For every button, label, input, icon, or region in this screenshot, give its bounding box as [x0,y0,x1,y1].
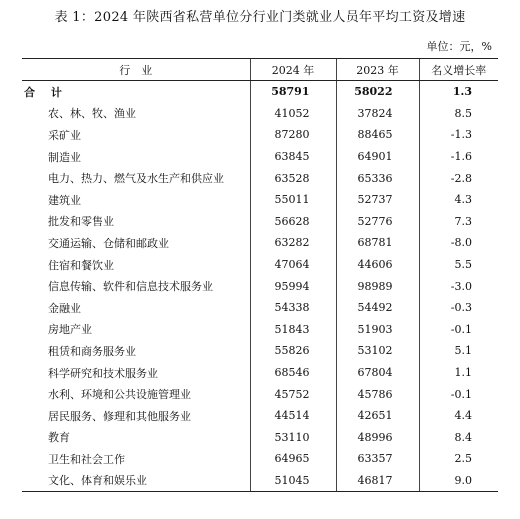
table-row [22,275,498,297]
growth-rate-cell: 1.1 [419,362,498,384]
wage-2024-cell: 53110 [250,427,336,449]
wage-2023-cell: 53102 [336,340,419,362]
total-row [22,81,498,103]
wage-2024-cell: 63845 [250,146,336,168]
wage-2023-cell: 42651 [336,405,419,427]
wage-2023-cell: 52737 [336,189,419,211]
growth-rate-cell: -3.0 [419,275,498,297]
growth-rate-cell: 9.0 [419,470,498,492]
industry-cell: 信息传输、软件和信息技术服务业 [48,280,213,294]
table-body [22,81,498,492]
growth-rate-cell: 4.4 [419,405,498,427]
industry-cell: 水利、环境和公共设施管理业 [48,388,191,402]
industry-cell: 房地产业 [48,323,92,337]
growth-rate-cell: 8.4 [419,427,498,449]
wage-2024-cell: 51843 [250,319,336,341]
growth-rate-cell: -8.0 [419,232,498,254]
table-row [22,470,498,492]
wage-2023-cell: 65336 [336,167,419,189]
wage-2024-cell: 51045 [250,470,336,492]
industry-cell: 卫生和社会工作 [48,452,125,466]
wage-2024-cell: 63528 [250,167,336,189]
table-row [22,427,498,449]
table-title: 表 1：2024 年陕西省私营单位分行业门类就业人员年平均工资及增速 [54,10,466,25]
wage-2023-cell: 64901 [336,146,419,168]
wage-2023-cell: 68781 [336,232,419,254]
table-row [22,254,498,276]
table-row [22,232,498,254]
wage-2023-cell: 45786 [336,383,419,405]
growth-rate-cell: -1.6 [419,146,498,168]
wage-2023-cell: 52776 [336,211,419,233]
industry-cell: 采矿业 [48,128,81,142]
wage-2023-cell: 46817 [336,470,419,492]
wage-2024-cell: 58791 [250,81,336,103]
wage-2024-cell: 44514 [250,405,336,427]
growth-rate-cell: 2.5 [419,448,498,470]
growth-rate-cell: 8.5 [419,103,498,125]
wage-2024-cell: 45752 [250,383,336,405]
table-row [22,405,498,427]
industry-cell: 建筑业 [48,193,81,207]
header-2023: 2023 年 [336,59,419,81]
industry-cell: 金融业 [48,301,81,315]
wage-2024-cell: 63282 [250,232,336,254]
header-growth: 名义增长率 [419,59,498,81]
industry-cell: 住宿和餐饮业 [48,258,114,272]
wage-2023-cell: 63357 [336,448,419,470]
growth-rate-cell: -0.3 [419,297,498,319]
wage-2023-cell: 51903 [336,319,419,341]
wage-2024-cell: 41052 [250,103,336,125]
wage-table [22,58,498,492]
table-row [22,103,498,125]
table-row [22,297,498,319]
header-row [22,59,498,81]
table-row [22,383,498,405]
growth-rate-cell: -0.1 [419,383,498,405]
table-row [22,340,498,362]
industry-cell: 科学研究和技术服务业 [48,366,158,380]
table-row [22,146,498,168]
wage-2023-cell: 88465 [336,124,419,146]
growth-rate-cell: -0.1 [419,319,498,341]
wage-2023-cell: 54492 [336,297,419,319]
wage-2023-cell: 48996 [336,427,419,449]
header-industry: 行 业 [22,59,250,81]
wage-2024-cell: 64965 [250,448,336,470]
wage-2024-cell: 54338 [250,297,336,319]
table-row [22,319,498,341]
industry-cell: 文化、体育和娱乐业 [22,470,250,492]
industry-cell: 租赁和商务服务业 [48,344,136,358]
wage-2024-cell: 55826 [250,340,336,362]
table-row [22,362,498,384]
industry-cell: 居民服务、修理和其他服务业 [48,409,191,423]
table-row [22,448,498,470]
wage-2024-cell: 87280 [250,124,336,146]
growth-rate-cell: -2.8 [419,167,498,189]
growth-rate-cell: 5.1 [419,340,498,362]
industry-cell: 制造业 [48,150,81,164]
wage-2024-cell: 95994 [250,275,336,297]
header-2024: 2024 年 [250,59,336,81]
unit-label: 单位：元，% [426,40,492,53]
growth-rate-cell: 5.5 [419,254,498,276]
growth-rate-cell: -1.3 [419,124,498,146]
wage-2023-cell: 98989 [336,275,419,297]
wage-2023-cell: 37824 [336,103,419,125]
industry-cell: 教育 [48,431,70,445]
industry-cell: 电力、热力、燃气及水生产和供应业 [48,172,224,186]
wage-2023-cell: 44606 [336,254,419,276]
growth-rate-cell: 1.3 [419,81,498,103]
industry-cell: 交通运输、仓储和邮政业 [48,236,169,250]
industry-cell: 合 计 [24,85,68,99]
wage-2024-cell: 56628 [250,211,336,233]
growth-rate-cell: 7.3 [419,211,498,233]
wage-2024-cell: 55011 [250,189,336,211]
table-row [22,189,498,211]
growth-rate-cell: 4.3 [419,189,498,211]
table-row [22,124,498,146]
industry-cell: 农、林、牧、渔业 [48,107,136,121]
industry-cell: 批发和零售业 [48,215,114,229]
wage-2023-cell: 58022 [336,81,419,103]
wage-2024-cell: 68546 [250,362,336,384]
wage-2024-cell: 47064 [250,254,336,276]
table-row [22,211,498,233]
table-row [22,167,498,189]
wage-2023-cell: 67804 [336,362,419,384]
